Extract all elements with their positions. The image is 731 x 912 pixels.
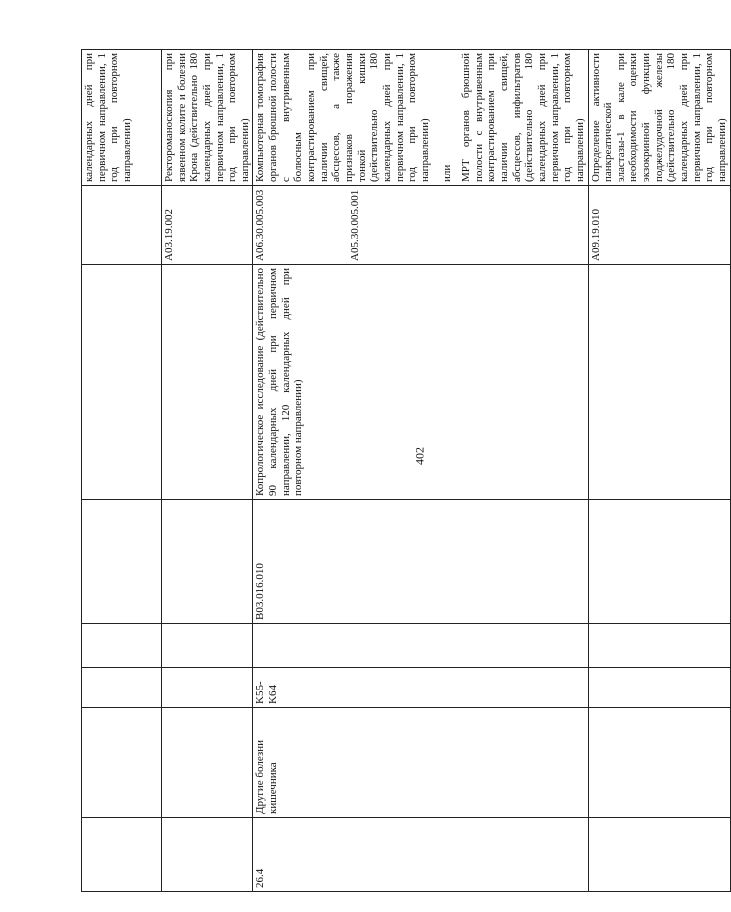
row2-empty-cell [162,624,253,668]
row2-code-cell: A03.19.002 [162,186,253,265]
row3-or-label: или [441,164,454,182]
row1-icd-cell [82,668,162,708]
table-row [253,50,588,892]
row3-empty-cell [253,624,588,668]
row1-disease-cell [82,708,162,818]
row3-disease-cell: Другие болезни кишечника [253,708,588,818]
row4-empty-cell [588,624,730,668]
row4-service-code-cell [588,500,730,624]
row1-service-code-cell [82,500,162,624]
page-number: 402 [412,447,427,465]
row1-service-cell [82,265,162,500]
row3-text-cell [253,50,588,186]
row1-num-cell [82,818,162,892]
row4-num-cell [588,818,730,892]
row3-code-cell [253,186,588,265]
row3-service-cell: Копрологическое исследование (действительно 90 календарных дней при первичном направлении, 120 календарных дней при повторном направлении) [253,265,588,500]
row3-num-cell: 26.4 [253,818,588,892]
row3-text-b: МРТ органов брюшной полости с внутривенным контрастированием при наличии свищей, абсцессов, инфильтратов (действительно 180 календарных дней при первичном направлении, 1 год при повторном направлении) [460,53,586,182]
row2-num-cell [162,818,253,892]
row4-service-cell [588,265,730,500]
row3-icd-cell: K55-K64 [253,668,588,708]
row2-service-code-cell [162,500,253,624]
row4-icd-cell [588,668,730,708]
row1-text-cell: календарных дней при первичном направлении, 1 год при повторном направлении) [82,50,162,186]
services-table [81,49,731,892]
row4-text-cell: Определение активности панкреатической эластазы-1 в кале при необходимости оценки экзокринной функции поджелудочной железы (действительно 180 календарных дней при первичном направлении, 1 год при повторном направлении) [588,50,730,186]
row4-code-cell: A09.19.010 [588,186,730,265]
row2-service-cell [162,265,253,500]
table-row [588,50,730,892]
row1-empty-cell [82,624,162,668]
row2-icd-cell [162,668,253,708]
row4-disease-cell [588,708,730,818]
table-row [162,50,253,892]
row2-disease-cell [162,708,253,818]
row3-code-b: A05.30.005.001 [349,189,362,261]
row1-code-cell [82,186,162,265]
row3-service-code-cell: B03.016.010 [253,500,588,624]
row3-text-a: Компьютерная томография органов брюшной полости с внутривенным болюсным контрастированием при наличии свищей, абсцессов, а также признаков поражения тонкой кишки (действительно 180 календарных дней при первичном направлении, 1 год при повторном направлении) [254,53,431,182]
table-row [82,50,162,892]
row3-code-a: A06.30.005.003 [254,189,267,261]
row2-text-cell: Ректороманоскопия при язвенном колите и болезни Крона (действительно 180 календарных дней при первичном направлении, 1 год при повторном направлении) [162,50,253,186]
document-table-rotated [81,50,728,892]
